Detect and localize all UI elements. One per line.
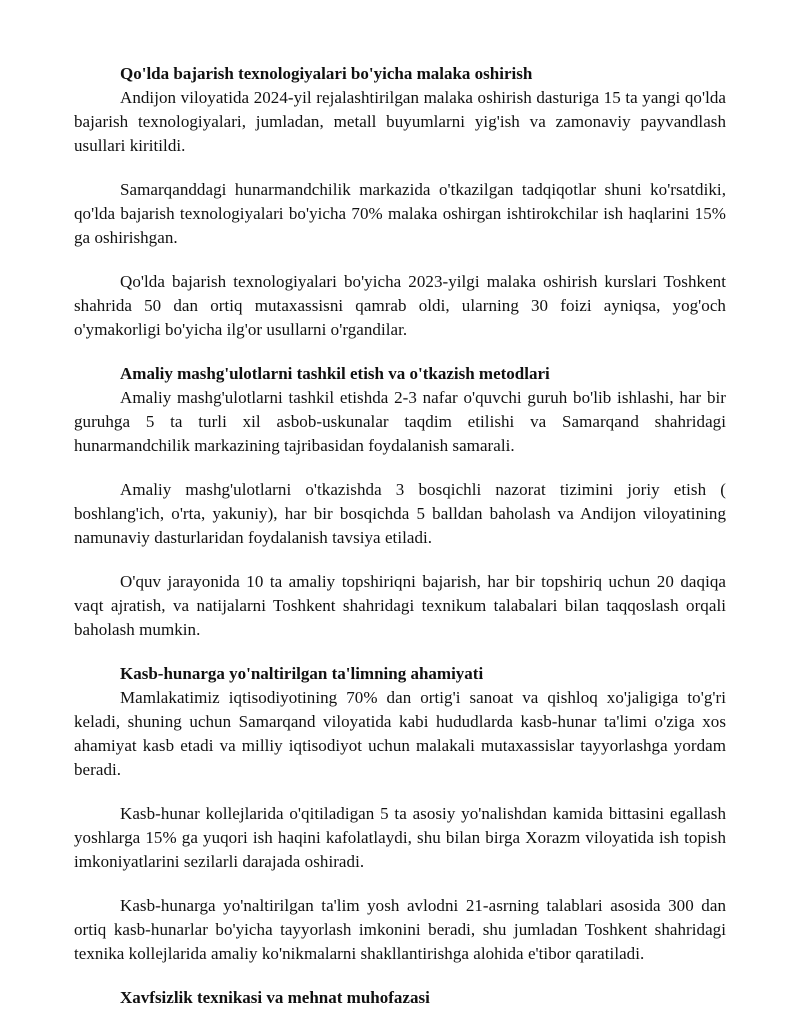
section-heading: Qo'lda bajarish texnologiyalari bo'yicha malaka oshirish [120,64,533,83]
paragraph: Andijon viloyatida 2024-yil rejalashtirilgan malaka oshirish dasturiga 15 ta yangi qo'lda bajarish texnologiyalari, jumladan, metall buyumlarni yig'ish va zamonaviy payvandlash usullari kiritildi. [74,88,726,155]
paragraph: O'quv jarayonida 10 ta amaliy topshiriqni bajarish, har bir topshiriq uchun 20 daqiqa vaqt ajratish, va natijalarni Toshkent shahridagi texnikum talabalari bilan taqqoslash orqali baholash mumkin. [74,572,726,639]
paragraph: Amaliy mashg'ulotlarni tashkil etishda 2-3 nafar o'quvchi guruh bo'lib ishlashi, har bir guruhga 5 ta turli xil asbob-uskunalar taqdim etilishi va Samarqand shahridagi hunarmandchilik markazining tajribasidan foydalanish samarali. [74,388,726,455]
paragraph: Kasb-hunarga yo'naltirilgan ta'lim yosh avlodni 21-asrning talablari asosida 300 dan ortiq kasb-hunarlar bo'yicha tayyorlash imkonini beradi, shu jumladan Toshkent shahridagi texnika kollejlarida amaliy ko'nikmalarni shakllantirishga alohida e'tibor qaratiladi. [74,896,726,963]
paragraph: Qo'lda bajarish texnologiyalari bo'yicha 2023-yilgi malaka oshirish kurslari Toshkent shahrida 50 dan ortiq mutaxassisni qamrab oldi, ularning 30 foizi ayniqsa, yog'och o'ymakorligi bo'yicha ilg'or usullarni o'rgandilar. [74,272,726,339]
section-manual-technologies [74,62,726,342]
paragraph: Samarqanddagi hunarmandchilik markazida o'tkazilgan tadqiqotlar shuni ko'rsatdiki, qo'lda bajarish texnologiyalari bo'yicha 70% malaka oshirgan ishtirokchilar ish haqlarini 15% ga oshirishgan. [74,180,726,247]
paragraph: Mamlakatimiz iqtisodiyotining 70% dan ortig'i sanoat va qishloq xo'jaligiga to'g'ri keladi, shuning uchun Samarqand viloyatida kabi hududlarda kasb-hunar ta'limi o'ziga xos ahamiyat kasb etadi va milliy iqtisodiyot uchun malakali mutaxassislar tayyorlashga yordam beradi. [74,688,726,779]
section-heading: Amaliy mashg'ulotlarni tashkil etish va o'tkazish metodlari [120,364,550,383]
section-vocational-education [74,662,726,966]
section-safety [74,986,726,1010]
paragraph: Amaliy mashg'ulotlarni o'tkazishda 3 bosqichli nazorat tizimini joriy etish ( boshlang'ich, o'rta, yakuniy), har bir bosqichda 5 balldan baholash va Andijon viloyatining namunaviy dasturlaridan foydalanish tavsiya etiladi. [74,480,726,547]
paragraph: Kasb-hunar kollejlarida o'qitiladigan 5 ta asosiy yo'nalishdan kamida bittasini egallash yoshlarga 15% ga yuqori ish haqini kafolatlaydi, shu bilan birga Xorazm viloyatida ish topish imkoniyatlarini sezilarli darajada oshiradi. [74,804,726,871]
section-heading: Xavfsizlik texnikasi va mehnat muhofazasi [120,988,430,1007]
section-practical-methods [74,362,726,642]
section-heading: Kasb-hunarga yo'naltirilgan ta'limning ahamiyati [120,664,484,683]
